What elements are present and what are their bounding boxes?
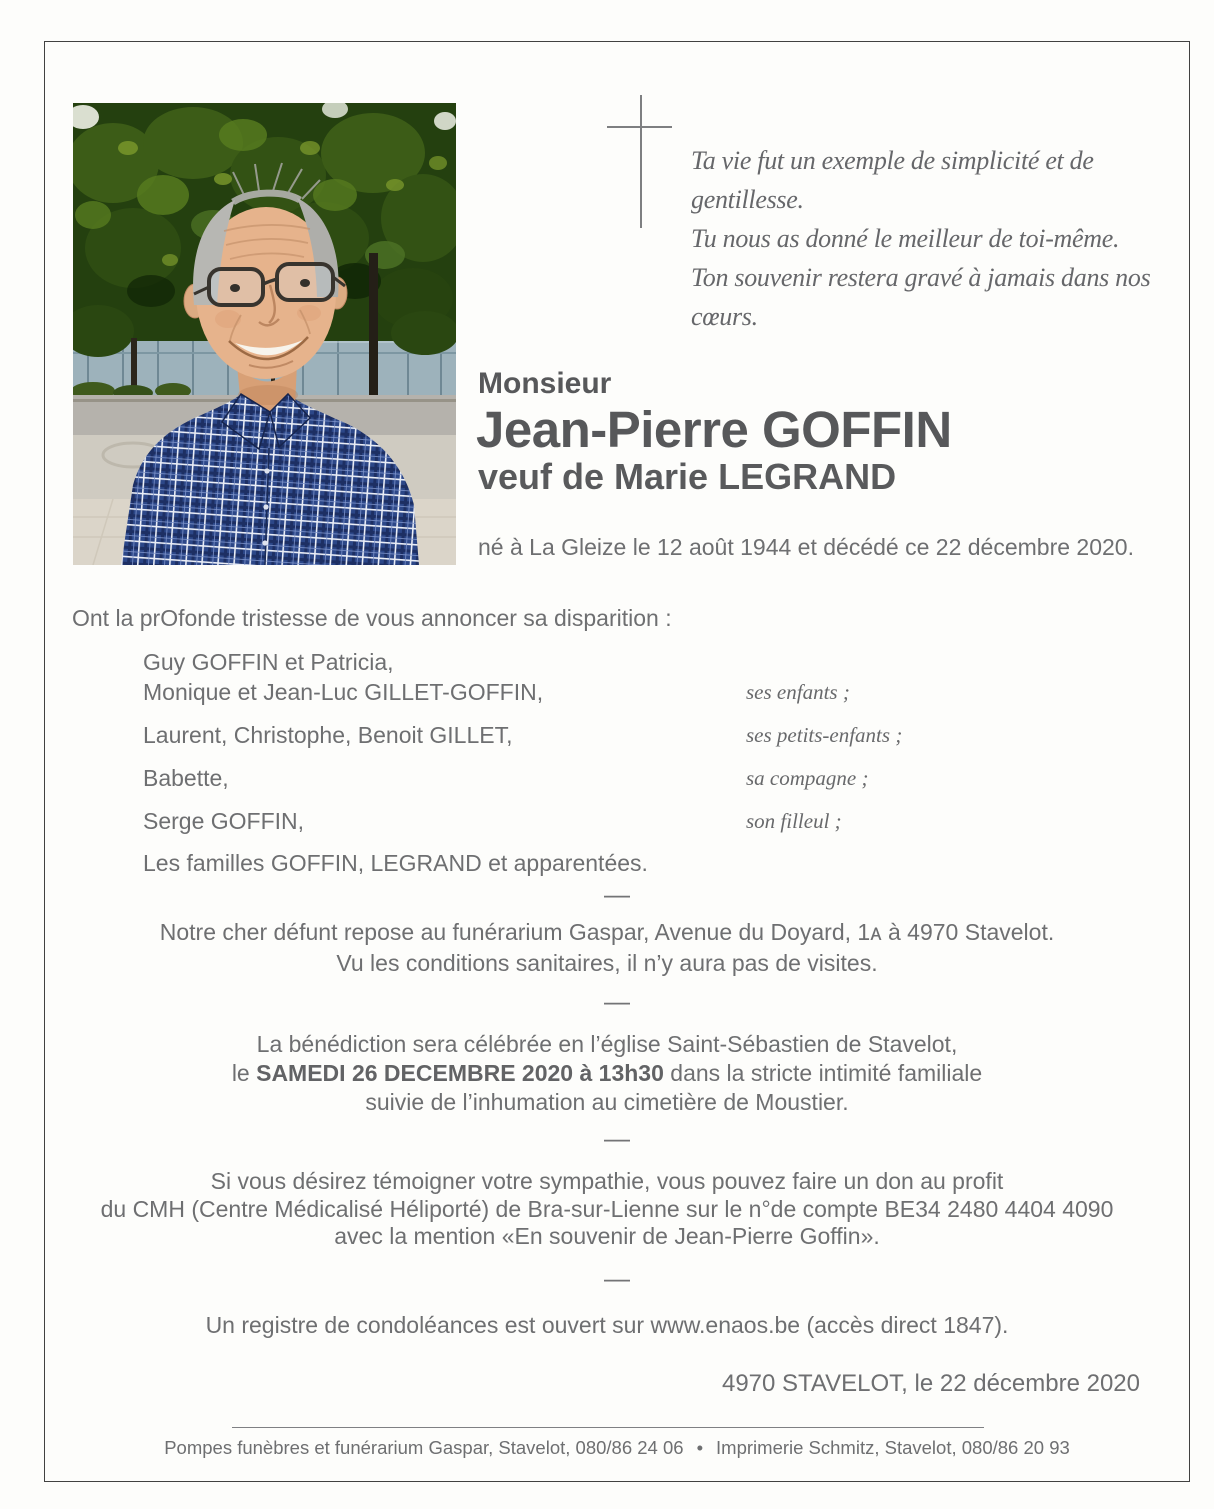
family-row [0, 721, 1214, 751]
announcement-intro: Ont la prOfonde tristesse de vous annoncer sa disparition : [72, 605, 672, 631]
epitaph-quote [691, 141, 1171, 336]
portrait-photo-illustration [73, 103, 456, 565]
portrait-photo [73, 103, 456, 565]
repose-line: Vu les conditions sanitaires, il n’y aura pas de visites. [336, 950, 878, 976]
family-member-name: Laurent, Christophe, Benoit GILLET, [143, 722, 513, 748]
memorial-cross-horizontal [607, 126, 672, 128]
ceremony-line: suivie de l’inhumation au cimetière de Moustier. [365, 1089, 849, 1115]
family-relation: sa compagne ; [746, 766, 869, 790]
closing-place-date: 4970 STAVELOT, le 22 décembre 2020 [721, 1370, 1140, 1397]
section-separator: — [604, 986, 630, 1016]
family-member-name: Serge GOFFIN, [143, 808, 305, 834]
deceased-subtitle: veuf de Marie LEGRAND [478, 456, 897, 497]
repose-paragraph [57, 917, 1157, 979]
ceremony-line [57, 1059, 1157, 1088]
family-row [0, 678, 1214, 708]
footer-printer: Imprimerie Schmitz, Stavelot, 080/86 20 93 [716, 1437, 1070, 1458]
family-member-name: Guy GOFFIN et Patricia, [143, 649, 394, 675]
donation-paragraph [57, 1168, 1157, 1251]
footer-funeral-home: Pompes funèbres et funérarium Gaspar, Stavelot, 080/86 24 06 [164, 1437, 684, 1458]
epitaph-line: Tu nous as donné le meilleur de toi-même. [691, 224, 1120, 253]
register-paragraph [57, 1311, 1157, 1340]
footer-credits [44, 1436, 1190, 1460]
memorial-cross-vertical [640, 95, 642, 228]
donation-line: Si vous désirez témoigner votre sympathie, vous pouvez faire un don au profit [210, 1168, 1004, 1194]
section-separator: — [604, 1123, 630, 1153]
footer-divider [232, 1427, 984, 1428]
deceased-birth-death: né à La Gleize le 12 août 1944 et décédé ce 22 décembre 2020. [478, 534, 1134, 560]
family-relation: ses enfants ; [746, 680, 850, 704]
deceased-title: Monsieur [478, 367, 612, 400]
footer-bullet: • [696, 1437, 704, 1458]
family-row [0, 648, 1214, 678]
donation-line: du CMH (Centre Médicalisé Héliporté) de Bra-sur-Lienne sur le n°de compte BE34 2480 4404 4090 [100, 1195, 1114, 1222]
ceremony-date-bold: SAMEDI 26 DECEMBRE 2020 à 13h30 [256, 1060, 664, 1086]
family-member-name: Les familles GOFFIN, LEGRAND et apparentées. [143, 850, 648, 876]
section-separator: — [604, 879, 630, 909]
deceased-name: Jean-Pierre GOFFIN [476, 401, 952, 458]
ceremony-line: La bénédiction sera célébrée en l’église Saint-Sébastien de Stavelot, [256, 1031, 958, 1057]
ceremony-paragraph [57, 1030, 1157, 1117]
epitaph-line: Ta vie fut un exemple de simplicité et de gentillesse. [691, 146, 1094, 214]
donation-line: avec la mention «En souvenir de Jean-Pierre Goffin». [334, 1223, 880, 1249]
epitaph-line: Ton souvenir restera gravé à jamais dans nos cœurs. [691, 263, 1151, 331]
family-member-name: Babette, [143, 765, 229, 791]
ceremony-date-prefix: le [231, 1060, 257, 1086]
family-relation: son filleul ; [746, 809, 842, 833]
family-row [0, 849, 1214, 879]
register-line: Un registre de condoléances est ouvert sur www.enaos.be (accès direct 1847). [205, 1312, 1009, 1338]
family-member-name: Monique et Jean-Luc GILLET-GOFFIN, [143, 679, 544, 705]
family-relation: ses petits-enfants ; [746, 723, 903, 747]
section-separator: — [604, 1263, 630, 1293]
family-row [0, 807, 1214, 837]
repose-line: Notre cher défunt repose au funérarium Gaspar, Avenue du Doyard, 1ᴀ à 4970 Stavelot. [159, 919, 1055, 945]
ceremony-date-suffix: dans la stricte intimité familiale [663, 1060, 983, 1086]
family-row [0, 764, 1214, 794]
